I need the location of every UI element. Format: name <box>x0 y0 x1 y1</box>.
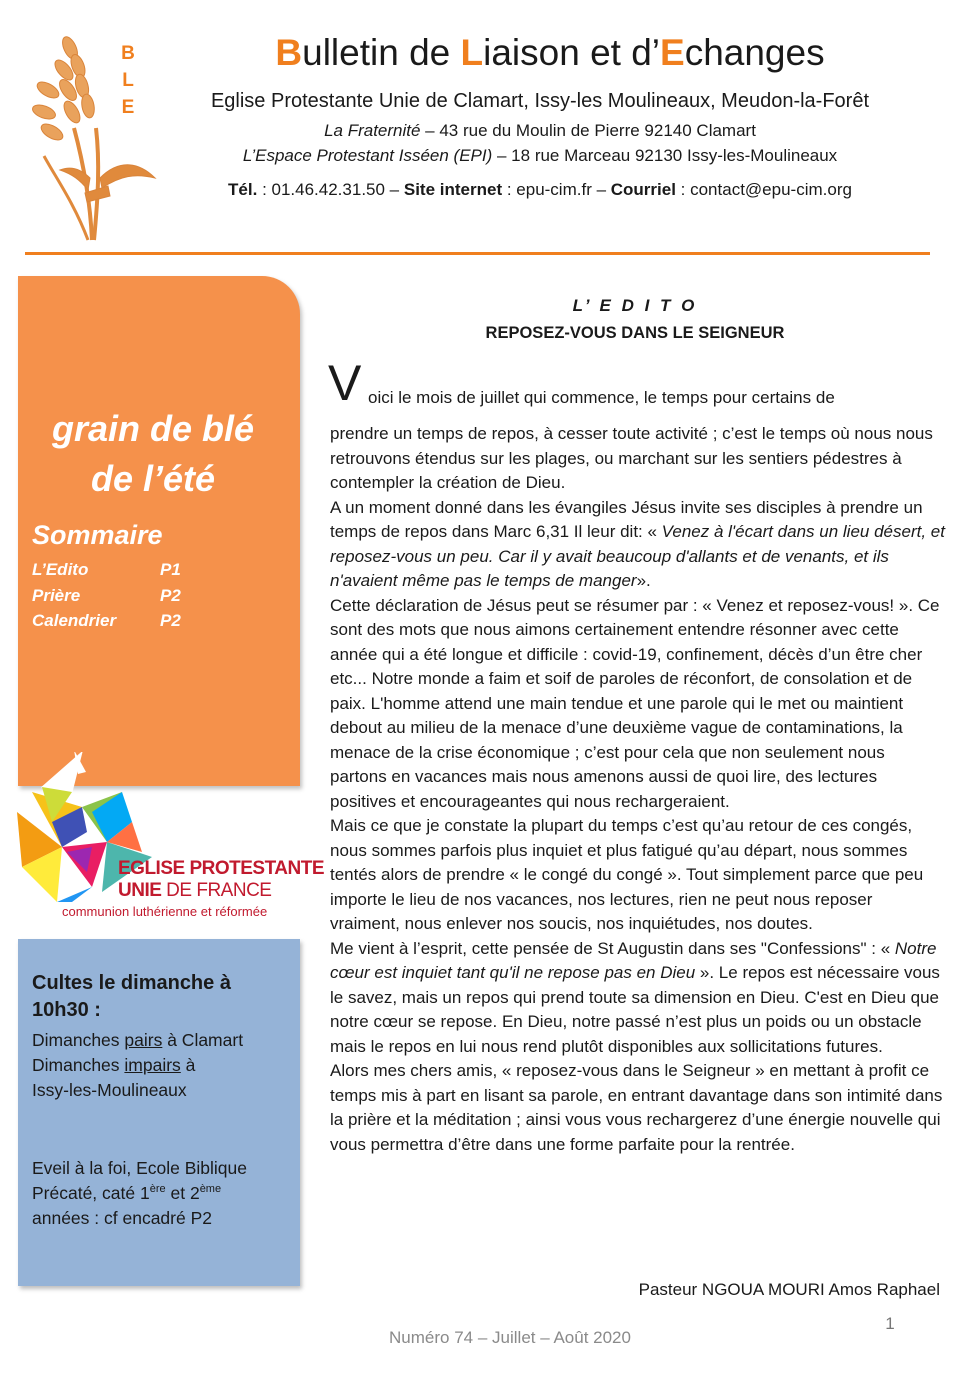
epudf-name-line-2 <box>118 880 324 902</box>
title-part-3: changes <box>684 32 825 73</box>
toc-label: Prière <box>32 585 81 605</box>
toc-page: P2 <box>160 585 181 605</box>
epudf-tagline: communion luthérienne et réformée <box>62 904 268 919</box>
issue-theme-line-1: grain de blé <box>51 408 255 449</box>
schedule-odd-sundays <box>32 1053 292 1078</box>
toc-page: P2 <box>160 611 181 630</box>
title-part-2: iaison et d’ <box>483 32 661 73</box>
toc-label: Calendrier <box>32 611 117 630</box>
tel-value: : 01.46.42.31.50 – <box>257 180 404 199</box>
summary-heading: Sommaire <box>32 520 163 550</box>
site-label: Site internet <box>403 180 503 199</box>
youth-line-1: Eveil à la foi, Ecole Biblique <box>32 1158 247 1178</box>
services-title: Cultes le dimanche à 10h30 : <box>32 972 231 1021</box>
logo-letter-e: E <box>121 97 135 118</box>
header-divider <box>25 252 930 255</box>
wheat-logo-icon <box>30 28 160 244</box>
schedule-pairs: pairs <box>124 1030 163 1050</box>
schedule-even-sundays <box>32 1028 292 1053</box>
edito-p2-intro: A un moment donné dans les évangiles Jésus invite ses disciples à prendre un temps de repos dans Marc 6,31 Il leur dit: « <box>330 497 923 541</box>
youth-sup-1: ère <box>149 1183 166 1196</box>
schedule-prefix: Dimanches <box>32 1055 125 1075</box>
contact-line <box>150 180 930 200</box>
edito-p5-intro: Me vient à l’esprit, cette pensée de St Augustin dans ses "Confessions" : « <box>330 938 895 958</box>
edito-paragraph-6: Alors mes chers amis, « reposez-vous dans le Seigneur » en mettant à profit ce temps mis à part en lisant sa parole, en entrant davantage dans son intimité dans la prière et la méditation ; ainsi vous vous rechargerez d’une énergie nouvelle qui vous permettra d’être dans une forme parfaite pour la rentrée. <box>330 1061 943 1154</box>
page-number: 1 <box>885 1314 895 1333</box>
address-fraternite-rest: – 43 rue du Moulin de Pierre 92140 Clamart <box>420 121 756 140</box>
table-of-contents <box>32 560 192 637</box>
edito-paragraph-4: Mais ce que je constate la plupart du temps c’est qu’au retour de ces congés, nous sommes parfois plus inquiet et plus fatigué qu’au départ, nous sommes tentés alors de prendre « le congé du congé ». Tout simplement parce que peu importe le lieu de nos vacances, nos lectures, rien ne peut nous reposer vraiment, nous enlever nos soucis, nos inquiétudes, nos doutes. <box>330 816 924 933</box>
edito-first-line: oici le mois de juillet qui commence, le temps pour certains de <box>368 388 835 407</box>
edito-subheading: REPOSEZ-VOUS DANS LE SEIGNEUR <box>485 324 785 342</box>
youth-line-3: années : cf encadré P2 <box>32 1208 212 1228</box>
address-fraternite-name: La Fraternité <box>324 121 421 140</box>
youth-sup-2: ème <box>199 1183 222 1196</box>
edito-signature: Pasteur NGOUA MOURI Amos Raphael <box>638 1280 940 1299</box>
address-fraternite <box>150 121 930 141</box>
mail-label: Courriel <box>610 180 676 199</box>
edito-paragraph-1: prendre un temps de repos, à cesser toute activité ; c’est le temps où nous nous retrouvons étendus sur les plages, ou marchant sur les sentiers pédestres à contempler la création de Dieu. <box>330 424 933 492</box>
edito-paragraph-2 <box>330 496 945 594</box>
toc-item-calendrier[interactable] <box>32 611 192 637</box>
logo-letter-l: L <box>122 70 134 91</box>
epudf-name-line-1: EGLISE PROTESTANTE <box>118 858 325 879</box>
church-name: Eglise Protestante Unie de Clamart, Issy-les Moulineaux, Meudon-la-Forêt <box>210 90 870 112</box>
tel-label: Tél. <box>228 180 258 199</box>
edito-p5-quote: Notre cœur est inquiet tant qu'il ne repose pas en Dieu <box>330 938 937 982</box>
ble-logo-letters <box>118 40 138 121</box>
address-epi-name: L’Espace Protestant Isséen (EPI) <box>242 146 493 165</box>
mail-value[interactable]: : contact@epu-cim.org <box>675 180 852 199</box>
bulletin-title <box>170 32 930 74</box>
edito-paragraph-3: Cette déclaration de Jésus peut se résumer par : « Venez et reposez-vous! ». Ce sont des mots que nous aimons certainement entendre résonner avec cette année qui a été longue et difficile : covid-19, confinement, décès d’un être cher etc... Notre monde a faim et soif de paroles de réconfort, de consolation et de paix. L'homme attend une main tendue et une parole qui le met ou maintient debout au milieu de la menace d’une deuxième vague de contaminations, la menace de la crise économique ; c’est pour cela que non seulement nous partons en vacances mais nous amenons aussi de quoi lire, des lectures positives et encourageantes qui nous rechargeraient. <box>330 595 940 811</box>
epudf-name <box>118 858 324 902</box>
youth-activities <box>32 1156 292 1231</box>
services-schedule <box>32 1028 292 1103</box>
edito-p2-end: ». <box>636 571 651 590</box>
schedule-impairs: impairs <box>124 1055 181 1075</box>
site-value[interactable]: : epu-cim.fr – <box>502 180 611 199</box>
edito-paragraph-5 <box>330 937 945 1060</box>
epudf-name-de-france: DE FRANCE <box>161 880 272 901</box>
edito-heading: L’ E D I T O <box>572 296 698 315</box>
schedule-place: à <box>180 1055 196 1075</box>
title-cap-l: L <box>460 32 484 73</box>
title-cap-e: E <box>660 32 685 73</box>
issue-theme-line-2: de l’été <box>90 458 216 499</box>
toc-label: L’Edito <box>32 560 89 579</box>
schedule-place: à Clamart <box>162 1030 244 1050</box>
youth-and: et 2 <box>165 1183 200 1203</box>
issue-footer: Numéro 74 – Juillet – Août 2020 <box>389 1328 631 1347</box>
schedule-prefix: Dimanches <box>32 1030 125 1050</box>
edito-drop-cap: V <box>328 355 362 411</box>
edito-p2-quote: Venez à l'écart dans un lieu désert, et reposez-vous un peu. Car il y avait beaucoup d'allants et de venants, et ils n'avaient même pas le temps de manger <box>330 522 945 590</box>
toc-page: P1 <box>160 560 181 579</box>
youth-line-2 <box>32 1181 292 1206</box>
title-part-1: ulletin de <box>302 32 461 73</box>
schedule-odd-place: Issy-les-Moulineaux <box>32 1080 187 1100</box>
issue-theme <box>18 404 288 504</box>
title-cap-b: B <box>275 32 303 73</box>
address-epi-rest: – 18 rue Marceau 92130 Issy-les-Moulineaux <box>492 146 838 165</box>
toc-item-edito[interactable] <box>32 560 192 586</box>
youth-catechism: Précaté, caté 1 <box>32 1183 150 1203</box>
epudf-name-unie: UNIE <box>118 880 162 901</box>
toc-item-priere[interactable] <box>32 586 192 612</box>
logo-letter-b: B <box>121 43 135 64</box>
edito-body <box>330 422 945 1157</box>
edito-p5-rest: ». Le repos est nécessaire vous le savez, mais un repos qui prend toute sa dimension en Dieu. C'est en Dieu que notre cœur se repose. En Dieu, notre passé n’est plus un poids ou un obstacle mais le repos en lui nous rend plutôt disponibles aux sollicitations futures. <box>330 963 940 1056</box>
address-epi <box>150 146 930 166</box>
